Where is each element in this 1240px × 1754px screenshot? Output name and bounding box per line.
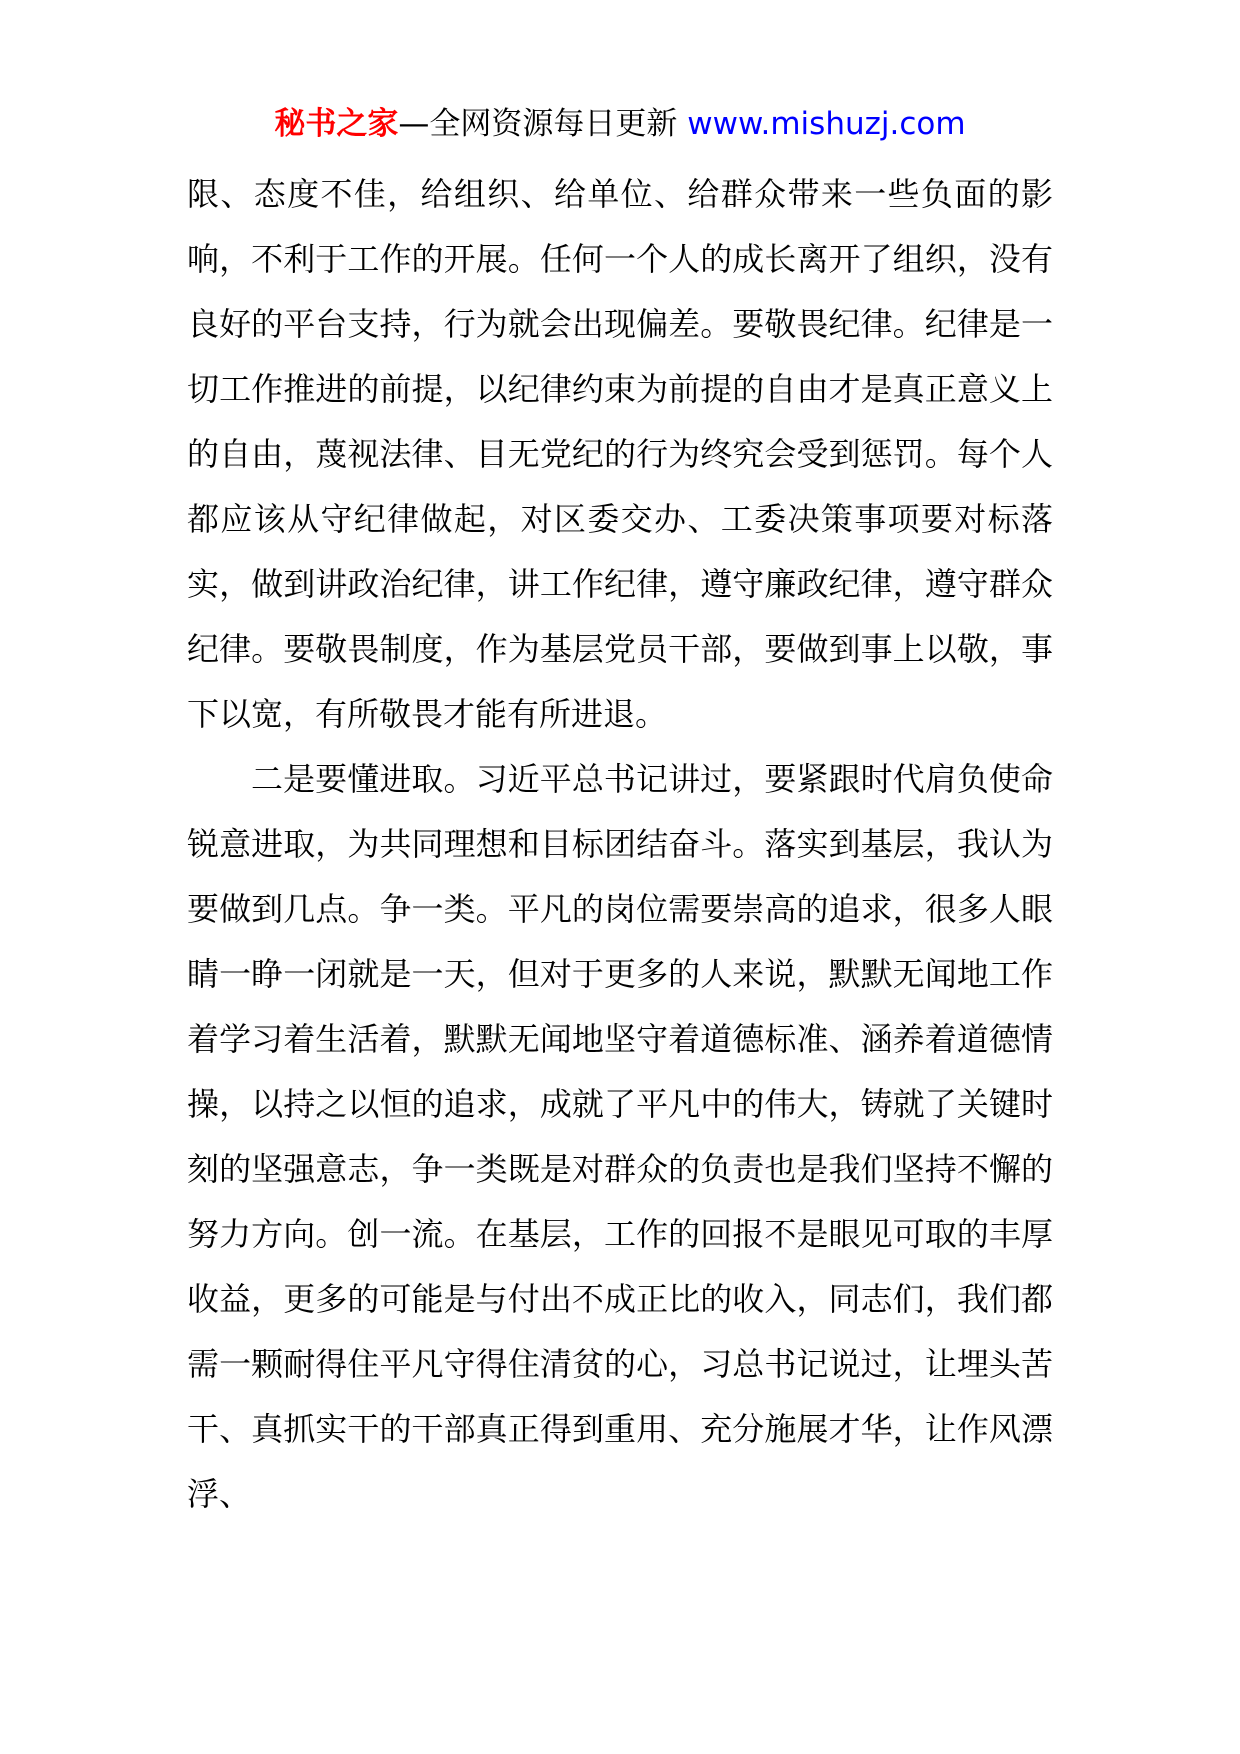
document-body <box>187 162 1053 1527</box>
brand-name: 秘书之家 <box>274 106 399 142</box>
page-header <box>0 104 1240 144</box>
website-link[interactable]: www.mishuzj.com <box>687 106 966 142</box>
header-tagline: —全网资源每日更新 <box>398 106 688 142</box>
paragraph-continued: 限、态度不佳，给组织、给单位、给群众带来一些负面的影响，不利于工作的开展。任何一个人的成长离开了组织，没有良好的平台支持，行为就会出现偏差。要敬畏纪律。纪律是一切工作推进的前提，以纪律约束为前提的自由才是真正意义上的自由，蔑视法律、目无党纪的行为终究会受到惩罚。每个人都应该从守纪律做起，对区委交办、工委决策事项要对标落实，做到讲政治纪律，讲工作纪律，遵守廉政纪律，遵守群众纪律。要敬畏制度，作为基层党员干部，要做到事上以敬，事下以宽，有所敬畏才能有所进退。 <box>187 175 1053 733</box>
paragraph-jinqu: 二是要懂进取。习近平总书记讲过，要紧跟时代肩负使命锐意进取，为共同理想和目标团结奋斗。落实到基层，我认为要做到几点。争一类。平凡的岗位需要崇高的追求，很多人眼睛一睁一闭就是一天，但对于更多的人来说，默默无闻地工作着学习着生活着，默默无闻地坚守着道德标准、涵养着道德情操，以持之以恒的追求，成就了平凡中的伟大，铸就了关键时刻的坚强意志，争一类既是对群众的负责也是我们坚持不懈的努力方向。创一流。在基层，工作的回报不是眼见可取的丰厚收益，更多的可能是与付出不成正比的收入，同志们，我们都需一颗耐得住平凡守得住清贫的心，习总书记说过，让埋头苦干、真抓实干的干部真正得到重用、充分施展才华，让作风漂浮、 <box>187 760 1053 1513</box>
